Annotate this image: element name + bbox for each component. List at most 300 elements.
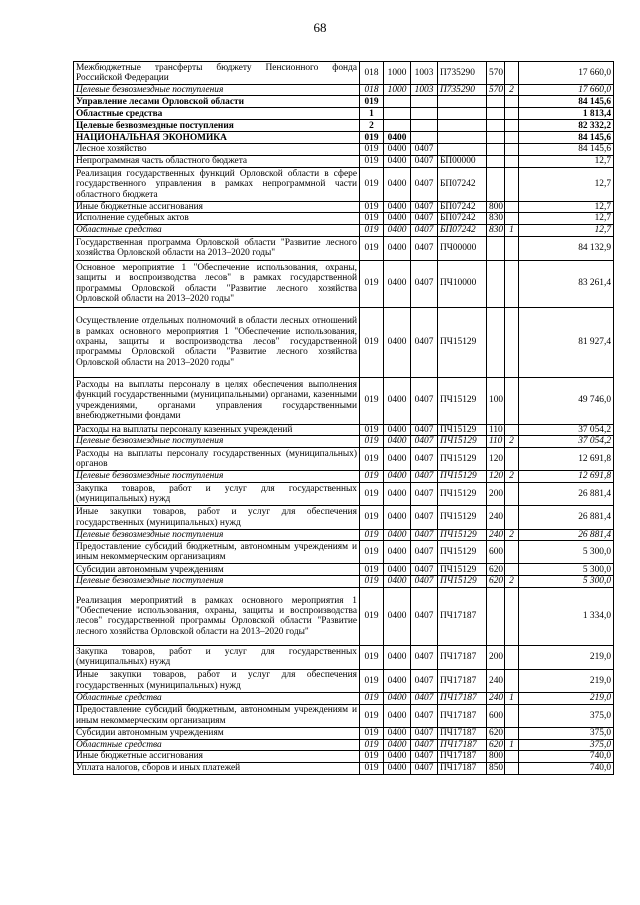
section-code: 1000 bbox=[384, 62, 411, 85]
expense-type-code: 120 bbox=[487, 471, 505, 483]
funding-source-code: 2 bbox=[505, 85, 519, 96]
section-code bbox=[384, 96, 411, 108]
subsection-code: 0407 bbox=[411, 739, 438, 750]
expense-type-code: 620 bbox=[487, 739, 505, 750]
target-article-code: ПЧ17187 bbox=[438, 727, 487, 739]
funding-source-code bbox=[505, 213, 519, 224]
amount: 26 881,4 bbox=[519, 530, 614, 541]
table-row bbox=[74, 471, 614, 483]
amount: 375,0 bbox=[519, 727, 614, 739]
grbs-code: 019 bbox=[360, 530, 384, 541]
funding-source-code bbox=[505, 424, 519, 435]
table-row bbox=[74, 739, 614, 750]
expense-type-code: 240 bbox=[487, 530, 505, 541]
grbs-code: 019 bbox=[360, 448, 384, 471]
grbs-code: 019 bbox=[360, 587, 384, 645]
grbs-code: 019 bbox=[360, 564, 384, 576]
row-name: Осуществление отдельных полномочий в области лесных отношений в рамках основного мероприятия 1 "Обеспечение использования, охраны, защиты и воспроизводства лесов" государственной программы Орловской области "Развитие лесного хозяйства Орловской области на 2013–2020 годы" bbox=[74, 307, 360, 377]
table-row bbox=[74, 236, 614, 260]
grbs-code: 019 bbox=[360, 483, 384, 506]
grbs-code: 019 bbox=[360, 471, 384, 483]
funding-source-code bbox=[505, 704, 519, 727]
amount: 81 927,4 bbox=[519, 307, 614, 377]
grbs-code: 019 bbox=[360, 751, 384, 762]
subsection-code: 0407 bbox=[411, 669, 438, 692]
target-article-code: ПЧ15129 bbox=[438, 564, 487, 576]
subsection-code: 0407 bbox=[411, 436, 438, 448]
amount: 219,0 bbox=[519, 669, 614, 692]
grbs-code: 019 bbox=[360, 727, 384, 739]
section-code: 0400 bbox=[384, 587, 411, 645]
target-article-code bbox=[438, 108, 487, 120]
section-code: 0400 bbox=[384, 377, 411, 424]
funding-source-code bbox=[505, 645, 519, 669]
table-row bbox=[74, 669, 614, 692]
expense-type-code: 620 bbox=[487, 564, 505, 576]
row-name: Лесное хозяйство bbox=[74, 144, 360, 155]
section-code: 0400 bbox=[384, 645, 411, 669]
table-row bbox=[74, 85, 614, 96]
row-name: Предоставление субсидий бюджетным, автономным учреждениям и иным некоммерческим организациям bbox=[74, 704, 360, 727]
expense-type-code: 800 bbox=[487, 201, 505, 212]
funding-source-code: 2 bbox=[505, 576, 519, 587]
section-code: 0400 bbox=[384, 224, 411, 236]
table-row bbox=[74, 108, 614, 120]
amount: 37 054,2 bbox=[519, 424, 614, 435]
subsection-code: 0407 bbox=[411, 155, 438, 167]
expense-type-code: 200 bbox=[487, 645, 505, 669]
target-article-code: ПЧ15129 bbox=[438, 541, 487, 564]
subsection-code: 0407 bbox=[411, 236, 438, 260]
funding-source-code bbox=[505, 762, 519, 774]
amount: 219,0 bbox=[519, 692, 614, 704]
expense-type-code bbox=[487, 587, 505, 645]
table-row bbox=[74, 96, 614, 108]
section-code: 0400 bbox=[384, 213, 411, 224]
row-name: Областные средства bbox=[74, 224, 360, 236]
section-code: 0400 bbox=[384, 727, 411, 739]
funding-source-code bbox=[505, 155, 519, 167]
section-code: 0400 bbox=[384, 576, 411, 587]
row-name: Целевые безвозмездные поступления bbox=[74, 85, 360, 96]
amount: 49 746,0 bbox=[519, 377, 614, 424]
grbs-code: 018 bbox=[360, 62, 384, 85]
subsection-code bbox=[411, 132, 438, 144]
section-code: 0400 bbox=[384, 471, 411, 483]
grbs-code: 019 bbox=[360, 201, 384, 212]
grbs-code: 019 bbox=[360, 645, 384, 669]
row-name: Иные закупки товаров, работ и услуг для обеспечения государственных (муниципальных) нужд bbox=[74, 669, 360, 692]
funding-source-code bbox=[505, 201, 519, 212]
funding-source-code bbox=[505, 669, 519, 692]
grbs-code: 019 bbox=[360, 144, 384, 155]
section-code: 0400 bbox=[384, 167, 411, 201]
subsection-code: 0407 bbox=[411, 751, 438, 762]
table-row bbox=[74, 645, 614, 669]
table-row bbox=[74, 62, 614, 85]
target-article-code: ПЧ15129 bbox=[438, 506, 487, 530]
amount: 740,0 bbox=[519, 762, 614, 774]
section-code: 0400 bbox=[384, 448, 411, 471]
table-row bbox=[74, 762, 614, 774]
grbs-code: 019 bbox=[360, 692, 384, 704]
row-name: Расходы на выплаты персоналу государственных (муниципальных) органов bbox=[74, 448, 360, 471]
table-row bbox=[74, 424, 614, 435]
row-name: Государственная программа Орловской области "Развитие лесного хозяйства Орловской области на 2013–2020 годы" bbox=[74, 236, 360, 260]
table-row bbox=[74, 132, 614, 144]
amount: 1 334,0 bbox=[519, 587, 614, 645]
row-name: Целевые безвозмездные поступления bbox=[74, 120, 360, 132]
amount: 12,7 bbox=[519, 213, 614, 224]
amount: 740,0 bbox=[519, 751, 614, 762]
target-article-code: БП07242 bbox=[438, 213, 487, 224]
subsection-code: 0407 bbox=[411, 645, 438, 669]
funding-source-code bbox=[505, 751, 519, 762]
row-name: Управление лесами Орловской области bbox=[74, 96, 360, 108]
amount: 84 145,6 bbox=[519, 144, 614, 155]
grbs-code: 019 bbox=[360, 224, 384, 236]
row-name: Основное мероприятие 1 "Обеспечение использования, охраны, защиты и воспроизводства лесов" в рамках государственной программы Орловской области "Развитие лесного хозяйства Орловской области на 2013–2020 годы" bbox=[74, 260, 360, 307]
grbs-code: 019 bbox=[360, 739, 384, 750]
grbs-code: 019 bbox=[360, 167, 384, 201]
section-code: 0400 bbox=[384, 260, 411, 307]
funding-source-code bbox=[505, 587, 519, 645]
funding-source-code bbox=[505, 307, 519, 377]
funding-source-code: 2 bbox=[505, 530, 519, 541]
expense-type-code: 830 bbox=[487, 213, 505, 224]
table-row bbox=[74, 307, 614, 377]
target-article-code: ПЧ17187 bbox=[438, 645, 487, 669]
funding-source-code bbox=[505, 506, 519, 530]
amount: 375,0 bbox=[519, 704, 614, 727]
funding-source-code bbox=[505, 448, 519, 471]
row-name: Целевые безвозмездные поступления bbox=[74, 436, 360, 448]
expense-type-code: 570 bbox=[487, 85, 505, 96]
funding-source-code bbox=[505, 236, 519, 260]
amount: 17 660,0 bbox=[519, 62, 614, 85]
amount: 26 881,4 bbox=[519, 483, 614, 506]
expense-type-code: 800 bbox=[487, 751, 505, 762]
row-name: Исполнение судебных актов bbox=[74, 213, 360, 224]
subsection-code bbox=[411, 96, 438, 108]
amount: 17 660,0 bbox=[519, 85, 614, 96]
table-row bbox=[74, 530, 614, 541]
subsection-code: 0407 bbox=[411, 201, 438, 212]
expense-type-code bbox=[487, 167, 505, 201]
expense-type-code: 110 bbox=[487, 436, 505, 448]
funding-source-code bbox=[505, 541, 519, 564]
target-article-code bbox=[438, 132, 487, 144]
expense-type-code bbox=[487, 155, 505, 167]
funding-source-code bbox=[505, 62, 519, 85]
subsection-code: 0407 bbox=[411, 307, 438, 377]
subsection-code bbox=[411, 120, 438, 132]
expense-type-code: 240 bbox=[487, 506, 505, 530]
section-code: 0400 bbox=[384, 692, 411, 704]
subsection-code: 1003 bbox=[411, 62, 438, 85]
subsection-code bbox=[411, 108, 438, 120]
grbs-code: 019 bbox=[360, 704, 384, 727]
amount: 12 691,8 bbox=[519, 448, 614, 471]
expense-type-code: 100 bbox=[487, 377, 505, 424]
table-row bbox=[74, 727, 614, 739]
section-code bbox=[384, 120, 411, 132]
funding-source-code: 1 bbox=[505, 224, 519, 236]
target-article-code: ПЧ15129 bbox=[438, 483, 487, 506]
expense-type-code: 200 bbox=[487, 483, 505, 506]
grbs-code: 019 bbox=[360, 506, 384, 530]
row-name: Субсидии автономным учреждениям bbox=[74, 727, 360, 739]
table-row bbox=[74, 576, 614, 587]
section-code: 0400 bbox=[384, 762, 411, 774]
row-name: Областные средства bbox=[74, 108, 360, 120]
subsection-code: 1003 bbox=[411, 85, 438, 96]
grbs-code: 019 bbox=[360, 541, 384, 564]
grbs-code: 018 bbox=[360, 85, 384, 96]
amount: 83 261,4 bbox=[519, 260, 614, 307]
target-article-code bbox=[438, 96, 487, 108]
budget-table bbox=[73, 61, 614, 775]
subsection-code: 0407 bbox=[411, 576, 438, 587]
target-article-code: ПЧ17187 bbox=[438, 751, 487, 762]
expense-type-code: 120 bbox=[487, 448, 505, 471]
amount: 5 300,0 bbox=[519, 576, 614, 587]
table-row bbox=[74, 436, 614, 448]
section-code bbox=[384, 108, 411, 120]
section-code: 0400 bbox=[384, 201, 411, 212]
table-row bbox=[74, 541, 614, 564]
subsection-code: 0407 bbox=[411, 530, 438, 541]
row-name: Уплата налогов, сборов и иных платежей bbox=[74, 762, 360, 774]
subsection-code: 0407 bbox=[411, 448, 438, 471]
section-code: 1000 bbox=[384, 85, 411, 96]
table-row bbox=[74, 260, 614, 307]
amount: 5 300,0 bbox=[519, 541, 614, 564]
section-code: 0400 bbox=[384, 236, 411, 260]
section-code: 0400 bbox=[384, 155, 411, 167]
funding-source-code: 2 bbox=[505, 471, 519, 483]
subsection-code: 0407 bbox=[411, 424, 438, 435]
section-code: 0400 bbox=[384, 669, 411, 692]
amount: 5 300,0 bbox=[519, 564, 614, 576]
funding-source-code bbox=[505, 564, 519, 576]
target-article-code: ПЧ17187 bbox=[438, 692, 487, 704]
section-code: 0400 bbox=[384, 530, 411, 541]
row-name: Областные средства bbox=[74, 692, 360, 704]
expense-type-code: 240 bbox=[487, 692, 505, 704]
expense-type-code: 620 bbox=[487, 576, 505, 587]
funding-source-code bbox=[505, 727, 519, 739]
target-article-code: П735290 bbox=[438, 62, 487, 85]
section-code: 0400 bbox=[384, 307, 411, 377]
subsection-code: 0407 bbox=[411, 692, 438, 704]
amount: 82 332,2 bbox=[519, 120, 614, 132]
target-article-code: ПЧ15129 bbox=[438, 448, 487, 471]
expense-type-code: 830 bbox=[487, 224, 505, 236]
grbs-code: 019 bbox=[360, 155, 384, 167]
row-name: Закупка товаров, работ и услуг для государственных (муниципальных) нужд bbox=[74, 483, 360, 506]
target-article-code: ПЧ17187 bbox=[438, 587, 487, 645]
target-article-code: П735290 bbox=[438, 85, 487, 96]
subsection-code: 0407 bbox=[411, 167, 438, 201]
row-name: Межбюджетные трансферты бюджету Пенсионного фонда Российской Федерации bbox=[74, 62, 360, 85]
subsection-code: 0407 bbox=[411, 260, 438, 307]
expense-type-code bbox=[487, 260, 505, 307]
amount: 12,7 bbox=[519, 167, 614, 201]
row-name: Областные средства bbox=[74, 739, 360, 750]
section-code: 0400 bbox=[384, 704, 411, 727]
target-article-code: ПЧ17187 bbox=[438, 739, 487, 750]
grbs-code: 019 bbox=[360, 96, 384, 108]
amount: 12,7 bbox=[519, 224, 614, 236]
funding-source-code: 1 bbox=[505, 692, 519, 704]
funding-source-code bbox=[505, 144, 519, 155]
section-code: 0400 bbox=[384, 436, 411, 448]
table-row bbox=[74, 448, 614, 471]
funding-source-code bbox=[505, 483, 519, 506]
expense-type-code bbox=[487, 307, 505, 377]
grbs-code: 2 bbox=[360, 120, 384, 132]
subsection-code: 0407 bbox=[411, 483, 438, 506]
subsection-code: 0407 bbox=[411, 587, 438, 645]
funding-source-code: 2 bbox=[505, 436, 519, 448]
target-article-code: БП07242 bbox=[438, 167, 487, 201]
funding-source-code bbox=[505, 167, 519, 201]
target-article-code: ПЧ15129 bbox=[438, 424, 487, 435]
amount: 37 054,2 bbox=[519, 436, 614, 448]
grbs-code: 019 bbox=[360, 213, 384, 224]
expense-type-code bbox=[487, 108, 505, 120]
expense-type-code bbox=[487, 144, 505, 155]
table-row bbox=[74, 144, 614, 155]
expense-type-code bbox=[487, 236, 505, 260]
table-row bbox=[74, 704, 614, 727]
target-article-code: ПЧ15129 bbox=[438, 307, 487, 377]
row-name: Субсидии автономным учреждениям bbox=[74, 564, 360, 576]
subsection-code: 0407 bbox=[411, 144, 438, 155]
section-code: 0400 bbox=[384, 144, 411, 155]
row-name: Расходы на выплаты персоналу в целях обеспечения выполнения функций государственными (муниципальными) органами, казенными учреждениями, органами управления государственными внебюджетными фондами bbox=[74, 377, 360, 424]
target-article-code: ПЧ15129 bbox=[438, 377, 487, 424]
funding-source-code bbox=[505, 377, 519, 424]
table-row bbox=[74, 213, 614, 224]
grbs-code: 019 bbox=[360, 436, 384, 448]
funding-source-code bbox=[505, 108, 519, 120]
amount: 375,0 bbox=[519, 739, 614, 750]
expense-type-code: 570 bbox=[487, 62, 505, 85]
subsection-code: 0407 bbox=[411, 506, 438, 530]
section-code: 0400 bbox=[384, 564, 411, 576]
table-row bbox=[74, 564, 614, 576]
table-row bbox=[74, 201, 614, 212]
target-article-code: ПЧ17187 bbox=[438, 704, 487, 727]
table-row bbox=[74, 167, 614, 201]
subsection-code: 0407 bbox=[411, 377, 438, 424]
grbs-code: 019 bbox=[360, 260, 384, 307]
expense-type-code: 850 bbox=[487, 762, 505, 774]
table-row bbox=[74, 587, 614, 645]
row-name: НАЦИОНАЛЬНАЯ ЭКОНОМИКА bbox=[74, 132, 360, 144]
table-row bbox=[74, 377, 614, 424]
row-name: Целевые безвозмездные поступления bbox=[74, 471, 360, 483]
expense-type-code: 620 bbox=[487, 727, 505, 739]
expense-type-code: 600 bbox=[487, 704, 505, 727]
subsection-code: 0407 bbox=[411, 727, 438, 739]
subsection-code: 0407 bbox=[411, 224, 438, 236]
funding-source-code bbox=[505, 260, 519, 307]
section-code: 0400 bbox=[384, 739, 411, 750]
subsection-code: 0407 bbox=[411, 762, 438, 774]
grbs-code: 1 bbox=[360, 108, 384, 120]
row-name: Реализация мероприятий в рамках основного мероприятия 1 "Обеспечение использования, охраны, защиты и воспроизводства лесов" государственной программы Орловской области "Развитие лесного хозяйства Орловской области на 2013–2020 годы" bbox=[74, 587, 360, 645]
target-article-code: ПЧ15129 bbox=[438, 530, 487, 541]
table-row bbox=[74, 506, 614, 530]
row-name: Целевые безвозмездные поступления bbox=[74, 530, 360, 541]
target-article-code bbox=[438, 144, 487, 155]
target-article-code: БП00000 bbox=[438, 155, 487, 167]
table-row bbox=[74, 224, 614, 236]
grbs-code: 019 bbox=[360, 377, 384, 424]
row-name: Непрограммная часть областного бюджета bbox=[74, 155, 360, 167]
row-name: Иные бюджетные ассигнования bbox=[74, 751, 360, 762]
amount: 84 145,6 bbox=[519, 132, 614, 144]
row-name: Целевые безвозмездные поступления bbox=[74, 576, 360, 587]
amount: 12,7 bbox=[519, 155, 614, 167]
section-code: 0400 bbox=[384, 506, 411, 530]
row-name: Иные бюджетные ассигнования bbox=[74, 201, 360, 212]
row-name: Расходы на выплаты персоналу казенных учреждений bbox=[74, 424, 360, 435]
section-code: 0400 bbox=[384, 132, 411, 144]
section-code: 0400 bbox=[384, 483, 411, 506]
amount: 12,7 bbox=[519, 201, 614, 212]
grbs-code: 019 bbox=[360, 307, 384, 377]
table-row bbox=[74, 692, 614, 704]
target-article-code: БП07242 bbox=[438, 224, 487, 236]
row-name: Иные закупки товаров, работ и услуг для обеспечения государственных (муниципальных) нужд bbox=[74, 506, 360, 530]
grbs-code: 019 bbox=[360, 762, 384, 774]
section-code: 0400 bbox=[384, 541, 411, 564]
row-name: Предоставление субсидий бюджетным, автономным учреждениям и иным некоммерческим организациям bbox=[74, 541, 360, 564]
expense-type-code: 240 bbox=[487, 669, 505, 692]
target-article-code bbox=[438, 120, 487, 132]
table-row bbox=[74, 120, 614, 132]
expense-type-code: 110 bbox=[487, 424, 505, 435]
target-article-code: ПЧ15129 bbox=[438, 471, 487, 483]
table-row bbox=[74, 155, 614, 167]
amount: 12 691,8 bbox=[519, 471, 614, 483]
target-article-code: БП07242 bbox=[438, 201, 487, 212]
funding-source-code bbox=[505, 96, 519, 108]
target-article-code: ПЧ17187 bbox=[438, 762, 487, 774]
subsection-code: 0407 bbox=[411, 704, 438, 727]
expense-type-code bbox=[487, 132, 505, 144]
target-article-code: ПЧ15129 bbox=[438, 436, 487, 448]
page-number: 68 bbox=[313, 20, 327, 35]
amount: 1 813,4 bbox=[519, 108, 614, 120]
expense-type-code bbox=[487, 120, 505, 132]
target-article-code: ПЧ10000 bbox=[438, 260, 487, 307]
expense-type-code bbox=[487, 96, 505, 108]
section-code: 0400 bbox=[384, 424, 411, 435]
subsection-code: 0407 bbox=[411, 213, 438, 224]
grbs-code: 019 bbox=[360, 576, 384, 587]
grbs-code: 019 bbox=[360, 132, 384, 144]
amount: 219,0 bbox=[519, 645, 614, 669]
subsection-code: 0407 bbox=[411, 541, 438, 564]
target-article-code: ПЧ15129 bbox=[438, 576, 487, 587]
grbs-code: 019 bbox=[360, 669, 384, 692]
table-row bbox=[74, 483, 614, 506]
